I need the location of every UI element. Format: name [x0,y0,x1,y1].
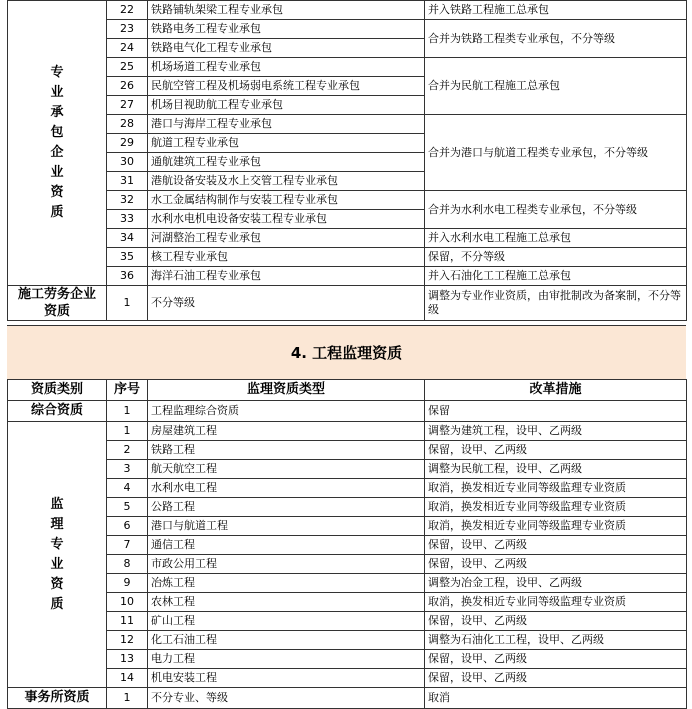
qualification-type: 不分等级 [148,286,425,321]
row-number: 23 [107,20,148,39]
qualification-type: 港口与航道工程 [148,517,425,536]
qualification-type: 水工金属结构制作与安装工程专业承包 [148,191,425,210]
reform-measure: 取消，换发相近专业同等级监理专业资质 [425,517,687,536]
category-cell: 施工劳务企业资质 [8,286,107,321]
reform-measure: 保留，设甲、乙两级 [425,669,687,688]
qualification-type: 房屋建筑工程 [148,422,425,441]
table-row [8,479,687,498]
qualification-type: 公路工程 [148,498,425,517]
reform-measure: 调整为建筑工程，设甲、乙两级 [425,422,687,441]
table-row [8,441,687,460]
row-number: 36 [107,267,148,286]
reform-measure: 保留，设甲、乙两级 [425,650,687,669]
table-row [8,650,687,669]
reform-measure: 合并为铁路工程类专业承包，不分等级 [425,20,687,58]
row-number: 2 [107,441,148,460]
qualification-type: 水利水电工程 [148,479,425,498]
qualification-type: 矿山工程 [148,612,425,631]
row-number: 4 [107,479,148,498]
qualification-type: 铁路工程 [148,441,425,460]
row-number: 11 [107,612,148,631]
row-number: 1 [107,422,148,441]
qualification-type: 不分专业、等级 [148,688,425,709]
row-number: 35 [107,248,148,267]
table-row [8,422,687,441]
table-row [8,191,687,210]
category-cell: 综合资质 [8,401,107,422]
row-number: 7 [107,536,148,555]
qualification-type: 化工石油工程 [148,631,425,650]
reform-measure: 合并为港口与航道工程类专业承包，不分等级 [425,115,687,191]
qualification-type: 农林工程 [148,593,425,612]
table-row [8,115,687,134]
table-row [8,555,687,574]
qualification-type: 机场目视助航工程专业承包 [148,96,425,115]
row-number: 24 [107,39,148,58]
table-row [8,20,687,39]
qualification-type: 港航设备安装及水上交管工程专业承包 [148,172,425,191]
row-number: 29 [107,134,148,153]
qualification-type: 机场场道工程专业承包 [148,58,425,77]
qualification-type: 通航建筑工程专业承包 [148,153,425,172]
row-number: 9 [107,574,148,593]
row-number: 5 [107,498,148,517]
table-row [8,574,687,593]
reform-measure: 合并为水利水电工程类专业承包，不分等级 [425,191,687,229]
row-number: 12 [107,631,148,650]
row-number: 25 [107,58,148,77]
table-row [8,248,687,267]
row-number: 22 [107,1,148,20]
reform-measure: 保留，不分等级 [425,248,687,267]
row-number: 14 [107,669,148,688]
category-cell: 专业承包企业资质 [8,1,107,286]
qualification-type: 机电安装工程 [148,669,425,688]
qualification-type: 水利水电机电设备安装工程专业承包 [148,210,425,229]
row-number: 13 [107,650,148,669]
category-cell: 事务所资质 [8,688,107,709]
reform-measure: 保留，设甲、乙两级 [425,536,687,555]
column-header: 序号 [107,380,148,401]
table-row [8,669,687,688]
reform-measure: 保留，设甲、乙两级 [425,441,687,460]
table-row [8,460,687,479]
reform-measure: 并入石油化工工程施工总承包 [425,267,687,286]
table-row [8,688,687,709]
qualification-type: 海洋石油工程专业承包 [148,267,425,286]
reform-measure: 保留，设甲、乙两级 [425,555,687,574]
reform-measure: 并入水利水电工程施工总承包 [425,229,687,248]
column-header: 监理资质类型 [148,380,425,401]
row-number: 3 [107,460,148,479]
reform-measure: 保留 [425,401,687,422]
row-number: 31 [107,172,148,191]
reform-measure: 保留，设甲、乙两级 [425,612,687,631]
row-number: 6 [107,517,148,536]
column-header: 改革措施 [425,380,687,401]
supervision-qualification-table [7,379,687,709]
qualification-type: 港口与海岸工程专业承包 [148,115,425,134]
reform-measure: 合并为民航工程施工总承包 [425,58,687,115]
table-row [8,498,687,517]
table-row [8,286,687,321]
row-number: 33 [107,210,148,229]
reform-measure: 调整为专业作业资质，由审批制改为备案制，不分等级 [425,286,687,321]
specialty-contracting-table [7,0,687,321]
row-number: 1 [107,688,148,709]
qualification-type: 通信工程 [148,536,425,555]
table-row [8,536,687,555]
row-number: 10 [107,593,148,612]
reform-measure: 并入铁路工程施工总承包 [425,1,687,20]
qualification-type: 市政公用工程 [148,555,425,574]
qualification-type: 民航空管工程及机场弱电系统工程专业承包 [148,77,425,96]
table-header [8,380,687,401]
qualification-type: 航天航空工程 [148,460,425,479]
reform-measure: 取消 [425,688,687,709]
qualification-type: 核工程专业承包 [148,248,425,267]
table-row [8,517,687,536]
reform-measure: 取消，换发相近专业同等级监理专业资质 [425,479,687,498]
qualification-type: 冶炼工程 [148,574,425,593]
table-row [8,1,687,20]
table-row [8,401,687,422]
reform-measure: 调整为石油化工工程，设甲、乙两级 [425,631,687,650]
qualification-type: 铁路电气化工程专业承包 [148,39,425,58]
category-cell: 监理专业资质 [8,422,107,688]
column-header: 资质类别 [8,380,107,401]
qualification-type: 电力工程 [148,650,425,669]
reform-measure: 调整为冶金工程，设甲、乙两级 [425,574,687,593]
reform-measure: 调整为民航工程，设甲、乙两级 [425,460,687,479]
table-row [8,631,687,650]
row-number: 1 [107,401,148,422]
row-number: 1 [107,286,148,321]
table-row [8,229,687,248]
row-number: 8 [107,555,148,574]
table-row [8,612,687,631]
qualification-type: 航道工程专业承包 [148,134,425,153]
row-number: 30 [107,153,148,172]
qualification-type: 铁路铺轨架梁工程专业承包 [148,1,425,20]
qualification-type: 铁路电务工程专业承包 [148,20,425,39]
section-title: 4. 工程监理资质 [7,325,686,380]
reform-measure: 取消，换发相近专业同等级监理专业资质 [425,593,687,612]
table-row [8,593,687,612]
reform-measure: 取消，换发相近专业同等级监理专业资质 [425,498,687,517]
qualification-type: 工程监理综合资质 [148,401,425,422]
qualification-type: 河湖整治工程专业承包 [148,229,425,248]
row-number: 28 [107,115,148,134]
row-number: 34 [107,229,148,248]
row-number: 32 [107,191,148,210]
table-row [8,58,687,77]
row-number: 26 [107,77,148,96]
row-number: 27 [107,96,148,115]
table-row [8,267,687,286]
